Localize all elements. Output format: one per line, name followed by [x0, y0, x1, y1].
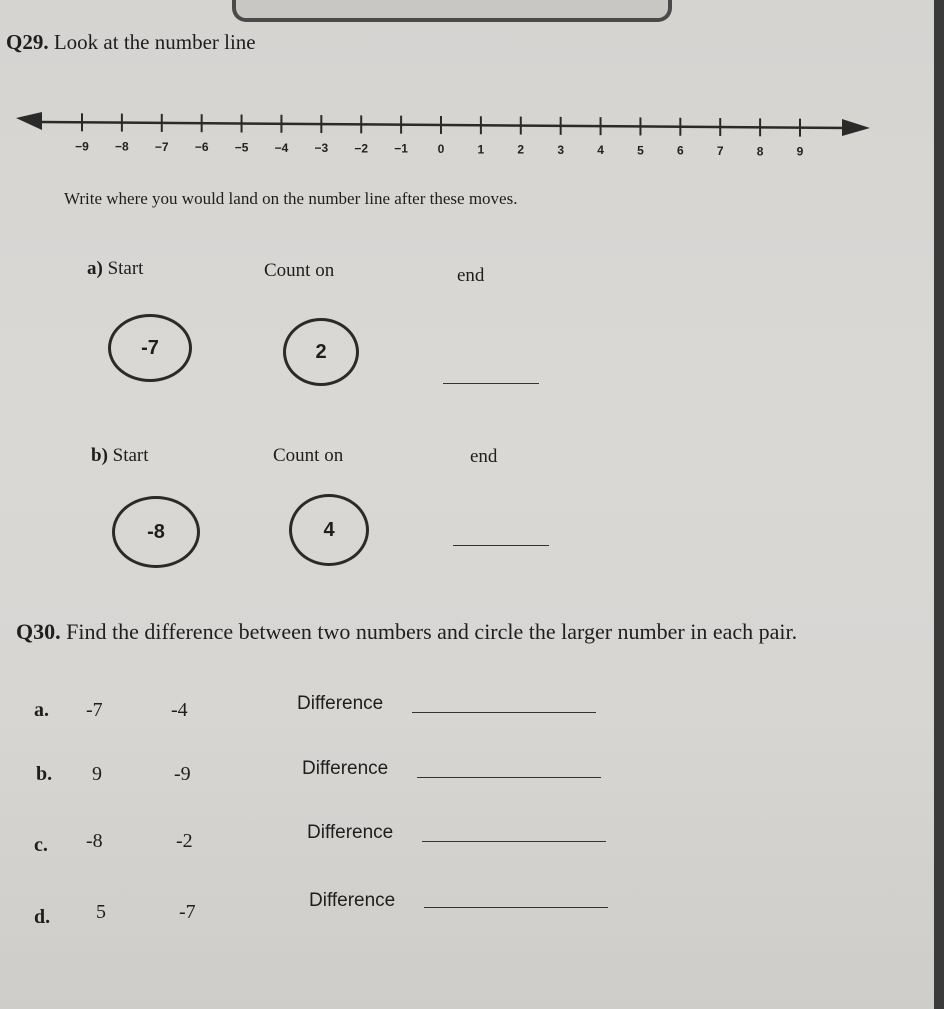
pair-d-letter: d.	[34, 906, 51, 928]
page-top-frame	[232, 0, 672, 22]
pair-b-difference-label: Difference	[302, 758, 389, 779]
part-a-start-circle	[108, 314, 192, 382]
pair-c-letter: c.	[34, 834, 48, 856]
part-b-start-label	[91, 445, 149, 467]
part-a-count-circle	[283, 318, 359, 386]
q29-heading	[6, 30, 256, 55]
tick-label: 9	[796, 144, 804, 159]
part-b-start-circle	[112, 496, 200, 568]
part-b-count-label: Count on	[273, 445, 344, 466]
part-a-start-text: Start	[107, 258, 144, 279]
q29-prompt: Look at the number line	[53, 30, 256, 54]
tick-label: 8	[756, 144, 764, 159]
pair-a-difference-blank[interactable]	[412, 712, 596, 713]
part-b-count-value: 4	[323, 518, 335, 541]
q29-instruction: Write where you would land on the number line after these moves.	[64, 189, 518, 208]
pair-b-second[interactable]: -9	[174, 763, 191, 785]
part-a-answer-blank[interactable]	[443, 383, 539, 384]
tick-label: 0	[437, 141, 445, 156]
pair-d-difference-blank[interactable]	[424, 907, 608, 908]
tick-label: 6	[676, 143, 684, 158]
number-line	[0, 90, 934, 180]
pair-d-difference-label: Difference	[309, 890, 396, 911]
pair-d-first[interactable]: 5	[96, 901, 106, 923]
pair-b-letter: b.	[36, 763, 53, 785]
part-a-letter: a)	[87, 258, 103, 279]
pair-a-first[interactable]: -7	[86, 699, 103, 721]
tick-label: −9	[75, 139, 89, 154]
tick-label: −6	[194, 140, 209, 155]
tick-label: −1	[394, 141, 408, 156]
part-b-count-circle	[289, 494, 369, 566]
part-b-start-value: -8	[147, 520, 165, 543]
number-line-ticks	[75, 113, 804, 158]
tick-label: 2	[517, 142, 525, 157]
pair-c-difference-blank[interactable]	[422, 841, 606, 842]
part-b-end-label: end	[470, 446, 498, 467]
tick-label: 3	[557, 142, 565, 157]
pair-a-letter: a.	[34, 699, 49, 721]
pair-c-difference-label: Difference	[307, 822, 394, 843]
part-a-start-value: -7	[141, 336, 159, 359]
pair-b-first[interactable]: 9	[92, 763, 102, 785]
q29-number: Q29.	[6, 30, 49, 54]
pair-a-difference-label: Difference	[297, 693, 384, 714]
pair-b-difference-blank[interactable]	[417, 777, 601, 778]
part-a-count-value: 2	[315, 340, 327, 363]
tick-label: −3	[314, 141, 329, 156]
tick-label: 7	[716, 144, 724, 159]
part-b-answer-blank[interactable]	[453, 545, 549, 546]
tick-label: 1	[477, 142, 485, 157]
tick-label: −5	[234, 140, 249, 155]
tick-label: −2	[354, 141, 369, 156]
pair-d-second[interactable]: -7	[179, 901, 196, 923]
pair-c-first[interactable]: -8	[86, 830, 103, 852]
part-b-letter: b)	[91, 445, 108, 466]
part-a-end-label: end	[457, 265, 485, 286]
page-edge-shadow	[934, 0, 944, 1009]
q30-prompt: Find the difference between two numbers and circle the larger number in each pair.	[66, 619, 798, 644]
number-line-left-arrow	[16, 112, 42, 130]
part-b-start-text: Start	[112, 445, 149, 466]
tick-label: −4	[274, 140, 289, 155]
part-a-count-label: Count on	[264, 260, 335, 281]
pair-a-second[interactable]: -4	[171, 699, 188, 721]
number-line-right-arrow	[842, 119, 870, 136]
tick-label: −7	[154, 139, 169, 154]
part-a-start-label	[87, 258, 143, 280]
tick-label: −8	[115, 139, 129, 154]
tick-label: 4	[597, 143, 604, 158]
tick-label: 5	[637, 143, 644, 158]
pair-c-second[interactable]: -2	[176, 830, 193, 852]
q30-number: Q30.	[16, 619, 61, 644]
q30-heading	[16, 619, 797, 645]
